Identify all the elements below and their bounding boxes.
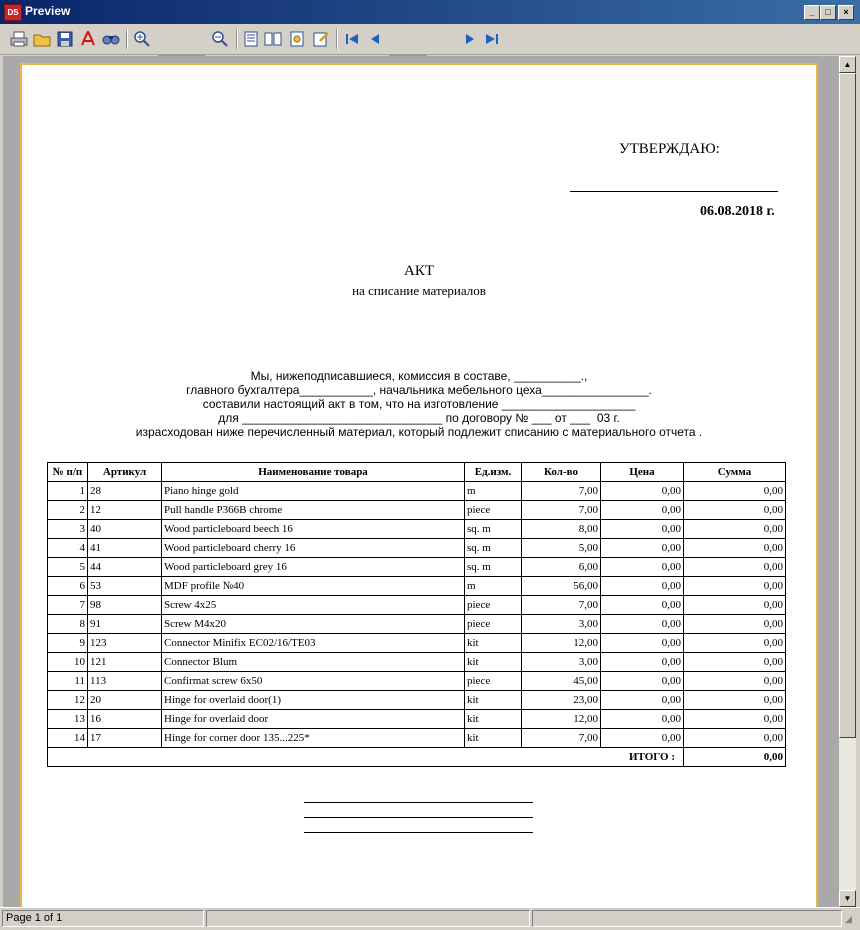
table-cell: 20 bbox=[88, 691, 162, 710]
table-cell: piece bbox=[465, 501, 522, 520]
table-cell: Confirmat screw 6x50 bbox=[162, 672, 465, 691]
table-cell: 1 bbox=[48, 482, 88, 501]
column-header: Наименование товара bbox=[162, 463, 465, 482]
column-header: Цена bbox=[601, 463, 684, 482]
body-line: для ______________________________ по договору № ___ от ___ 03 г. bbox=[218, 411, 620, 425]
body-line: составили настоящий акт в том, что на изготовление ____________________ bbox=[202, 397, 636, 411]
table-cell: 0,00 bbox=[601, 691, 684, 710]
table-cell: 0,00 bbox=[601, 520, 684, 539]
table-cell: 0,00 bbox=[601, 558, 684, 577]
table-cell: Screw 4x25 bbox=[162, 596, 465, 615]
table-cell: 3,00 bbox=[522, 615, 601, 634]
table-cell: 14 bbox=[48, 729, 88, 748]
table-cell: 3,00 bbox=[522, 653, 601, 672]
table-cell: 5,00 bbox=[522, 539, 601, 558]
table-cell: 98 bbox=[88, 596, 162, 615]
edit-icon[interactable] bbox=[312, 30, 330, 48]
table-cell: 17 bbox=[88, 729, 162, 748]
table-row bbox=[48, 710, 786, 729]
window-title: Preview bbox=[25, 4, 71, 18]
table-cell: MDF profile №40 bbox=[162, 577, 465, 596]
column-header: Сумма bbox=[684, 463, 786, 482]
table-cell: 45,00 bbox=[522, 672, 601, 691]
table-cell: 4 bbox=[48, 539, 88, 558]
total-label: ИТОГО : bbox=[48, 748, 684, 767]
table-cell: 44 bbox=[88, 558, 162, 577]
table-row bbox=[48, 691, 786, 710]
table-row bbox=[48, 501, 786, 520]
page-setup-icon[interactable] bbox=[288, 30, 306, 48]
total-value: 0,00 bbox=[684, 748, 786, 767]
table-cell: 0,00 bbox=[601, 501, 684, 520]
table-cell: 7 bbox=[48, 596, 88, 615]
table-cell: 113 bbox=[88, 672, 162, 691]
table-cell: 8,00 bbox=[522, 520, 601, 539]
table-cell: 0,00 bbox=[684, 558, 786, 577]
document-title: АКТ bbox=[404, 263, 434, 279]
status-panel bbox=[532, 910, 842, 927]
find-icon[interactable] bbox=[102, 30, 120, 48]
app-icon: DS bbox=[4, 4, 22, 21]
total-row bbox=[48, 748, 786, 767]
table-cell: 5 bbox=[48, 558, 88, 577]
table-row bbox=[48, 729, 786, 748]
table-cell: 7,00 bbox=[522, 729, 601, 748]
table-cell: Connector Minifix EC02/16/TE03 bbox=[162, 634, 465, 653]
table-cell: 0,00 bbox=[601, 482, 684, 501]
last-page-icon[interactable] bbox=[483, 30, 501, 48]
scroll-down-icon[interactable]: ▼ bbox=[839, 890, 856, 907]
two-pages-icon[interactable] bbox=[264, 30, 282, 48]
table-cell: 0,00 bbox=[684, 691, 786, 710]
materials-table bbox=[47, 462, 786, 767]
table-cell: 0,00 bbox=[684, 482, 786, 501]
pdf-export-icon[interactable] bbox=[79, 30, 97, 48]
table-cell: 0,00 bbox=[684, 672, 786, 691]
table-row bbox=[48, 539, 786, 558]
column-header: № п/п bbox=[48, 463, 88, 482]
table-cell: 6,00 bbox=[522, 558, 601, 577]
table-cell: piece bbox=[465, 596, 522, 615]
table-cell: 0,00 bbox=[601, 634, 684, 653]
table-cell: 10 bbox=[48, 653, 88, 672]
document-page bbox=[20, 63, 818, 907]
table-row bbox=[48, 653, 786, 672]
table-cell: 56,00 bbox=[522, 577, 601, 596]
status-panel bbox=[206, 910, 530, 927]
scroll-up-icon[interactable]: ▲ bbox=[839, 56, 856, 73]
table-row bbox=[48, 615, 786, 634]
approve-label: УТВЕРЖДАЮ: bbox=[619, 141, 720, 157]
table-cell: 0,00 bbox=[684, 729, 786, 748]
table-cell: Piano hinge gold bbox=[162, 482, 465, 501]
status-bar bbox=[0, 907, 860, 930]
table-cell: 0,00 bbox=[684, 501, 786, 520]
table-cell: sq. m bbox=[465, 539, 522, 558]
vertical-scrollbar[interactable] bbox=[839, 56, 856, 907]
save-icon[interactable] bbox=[56, 30, 74, 48]
table-cell: 41 bbox=[88, 539, 162, 558]
table-cell: 0,00 bbox=[601, 596, 684, 615]
table-cell: Screw M4x20 bbox=[162, 615, 465, 634]
table-cell: piece bbox=[465, 672, 522, 691]
table-cell: 0,00 bbox=[601, 615, 684, 634]
table-cell: 91 bbox=[88, 615, 162, 634]
signature-line bbox=[304, 802, 533, 803]
first-page-icon[interactable] bbox=[343, 30, 361, 48]
table-cell: 16 bbox=[88, 710, 162, 729]
table-cell: 7,00 bbox=[522, 596, 601, 615]
table-cell: 0,00 bbox=[601, 653, 684, 672]
table-cell: kit bbox=[465, 729, 522, 748]
table-cell: 0,00 bbox=[684, 615, 786, 634]
table-cell: kit bbox=[465, 653, 522, 672]
body-line: Мы, нижеподписавшиеся, комиссия в составе, __________., bbox=[250, 369, 588, 383]
column-header: Артикул bbox=[88, 463, 162, 482]
table-cell: m bbox=[465, 577, 522, 596]
table-cell: Hinge for overlaid door(1) bbox=[162, 691, 465, 710]
table-cell: Hinge for overlaid door bbox=[162, 710, 465, 729]
table-cell: 28 bbox=[88, 482, 162, 501]
table-cell: Connector Blum bbox=[162, 653, 465, 672]
table-cell: Hinge for corner door 135...225* bbox=[162, 729, 465, 748]
table-cell: 121 bbox=[88, 653, 162, 672]
table-cell: m bbox=[465, 482, 522, 501]
table-cell: Wood particleboard cherry 16 bbox=[162, 539, 465, 558]
table-cell: 0,00 bbox=[601, 672, 684, 691]
table-cell: 12 bbox=[88, 501, 162, 520]
table-cell: sq. m bbox=[465, 520, 522, 539]
table-cell: 23,00 bbox=[522, 691, 601, 710]
table-row bbox=[48, 634, 786, 653]
table-cell: 12,00 bbox=[522, 634, 601, 653]
body-line: главного бухгалтера___________, начальника мебельного цеха________________. bbox=[186, 383, 652, 397]
table-cell: 123 bbox=[88, 634, 162, 653]
table-cell: piece bbox=[465, 615, 522, 634]
toolbar bbox=[0, 24, 860, 55]
zoom-in-icon[interactable] bbox=[133, 30, 151, 48]
signature-line bbox=[304, 817, 533, 818]
table-cell: 2 bbox=[48, 501, 88, 520]
table-cell: 6 bbox=[48, 577, 88, 596]
table-cell: 0,00 bbox=[684, 520, 786, 539]
document-subtitle: на списание материалов bbox=[352, 283, 486, 298]
open-folder-icon[interactable] bbox=[33, 30, 51, 48]
table-cell: kit bbox=[465, 710, 522, 729]
table-row bbox=[48, 596, 786, 615]
table-row bbox=[48, 558, 786, 577]
minimize-button[interactable]: _ bbox=[804, 5, 820, 20]
table-cell: 0,00 bbox=[601, 539, 684, 558]
table-cell: 0,00 bbox=[684, 710, 786, 729]
table-cell: 0,00 bbox=[601, 577, 684, 596]
table-cell: 13 bbox=[48, 710, 88, 729]
table-row bbox=[48, 672, 786, 691]
table-cell: kit bbox=[465, 634, 522, 653]
resize-grip-icon[interactable]: ◢ bbox=[845, 914, 852, 924]
table-cell: sq. m bbox=[465, 558, 522, 577]
preview-viewport[interactable] bbox=[3, 56, 839, 907]
table-header-row bbox=[48, 463, 786, 482]
table-cell: 0,00 bbox=[684, 539, 786, 558]
maximize-button[interactable]: □ bbox=[820, 5, 836, 20]
table-cell: 7,00 bbox=[522, 482, 601, 501]
table-row bbox=[48, 482, 786, 501]
table-cell: 7,00 bbox=[522, 501, 601, 520]
table-cell: 12,00 bbox=[522, 710, 601, 729]
table-cell: 0,00 bbox=[684, 596, 786, 615]
table-cell: 0,00 bbox=[684, 634, 786, 653]
single-page-icon[interactable] bbox=[242, 30, 260, 48]
next-page-icon[interactable] bbox=[461, 30, 479, 48]
page-status: Page 1 of 1 bbox=[2, 910, 204, 927]
table-cell: kit bbox=[465, 691, 522, 710]
table-row bbox=[48, 520, 786, 539]
table-cell: 0,00 bbox=[601, 710, 684, 729]
zoom-out-icon[interactable] bbox=[211, 30, 229, 48]
table-cell: 40 bbox=[88, 520, 162, 539]
table-row bbox=[48, 577, 786, 596]
body-line: израсходован ниже перечисленный материал, который подлежит списанию с материального отчета . bbox=[135, 425, 703, 439]
signature-line bbox=[570, 191, 778, 192]
table-cell: Wood particleboard beech 16 bbox=[162, 520, 465, 539]
table-cell: Wood particleboard grey 16 bbox=[162, 558, 465, 577]
table-cell: 0,00 bbox=[684, 577, 786, 596]
print-icon[interactable] bbox=[10, 30, 28, 48]
column-header: Кол-во bbox=[522, 463, 601, 482]
document-date: 06.08.2018 г. bbox=[700, 204, 775, 219]
table-cell: 9 bbox=[48, 634, 88, 653]
table-cell: 0,00 bbox=[601, 729, 684, 748]
previous-page-icon[interactable] bbox=[366, 30, 384, 48]
close-button[interactable]: × bbox=[838, 5, 854, 20]
scroll-thumb[interactable] bbox=[839, 73, 856, 738]
table-cell: 53 bbox=[88, 577, 162, 596]
table-cell: 8 bbox=[48, 615, 88, 634]
title-bar bbox=[0, 0, 860, 24]
table-cell: 0,00 bbox=[684, 653, 786, 672]
table-cell: Pull handle P366B chrome bbox=[162, 501, 465, 520]
table-cell: 12 bbox=[48, 691, 88, 710]
table-cell: 3 bbox=[48, 520, 88, 539]
signature-line bbox=[304, 832, 533, 833]
column-header: Ед.изм. bbox=[465, 463, 522, 482]
table-cell: 11 bbox=[48, 672, 88, 691]
